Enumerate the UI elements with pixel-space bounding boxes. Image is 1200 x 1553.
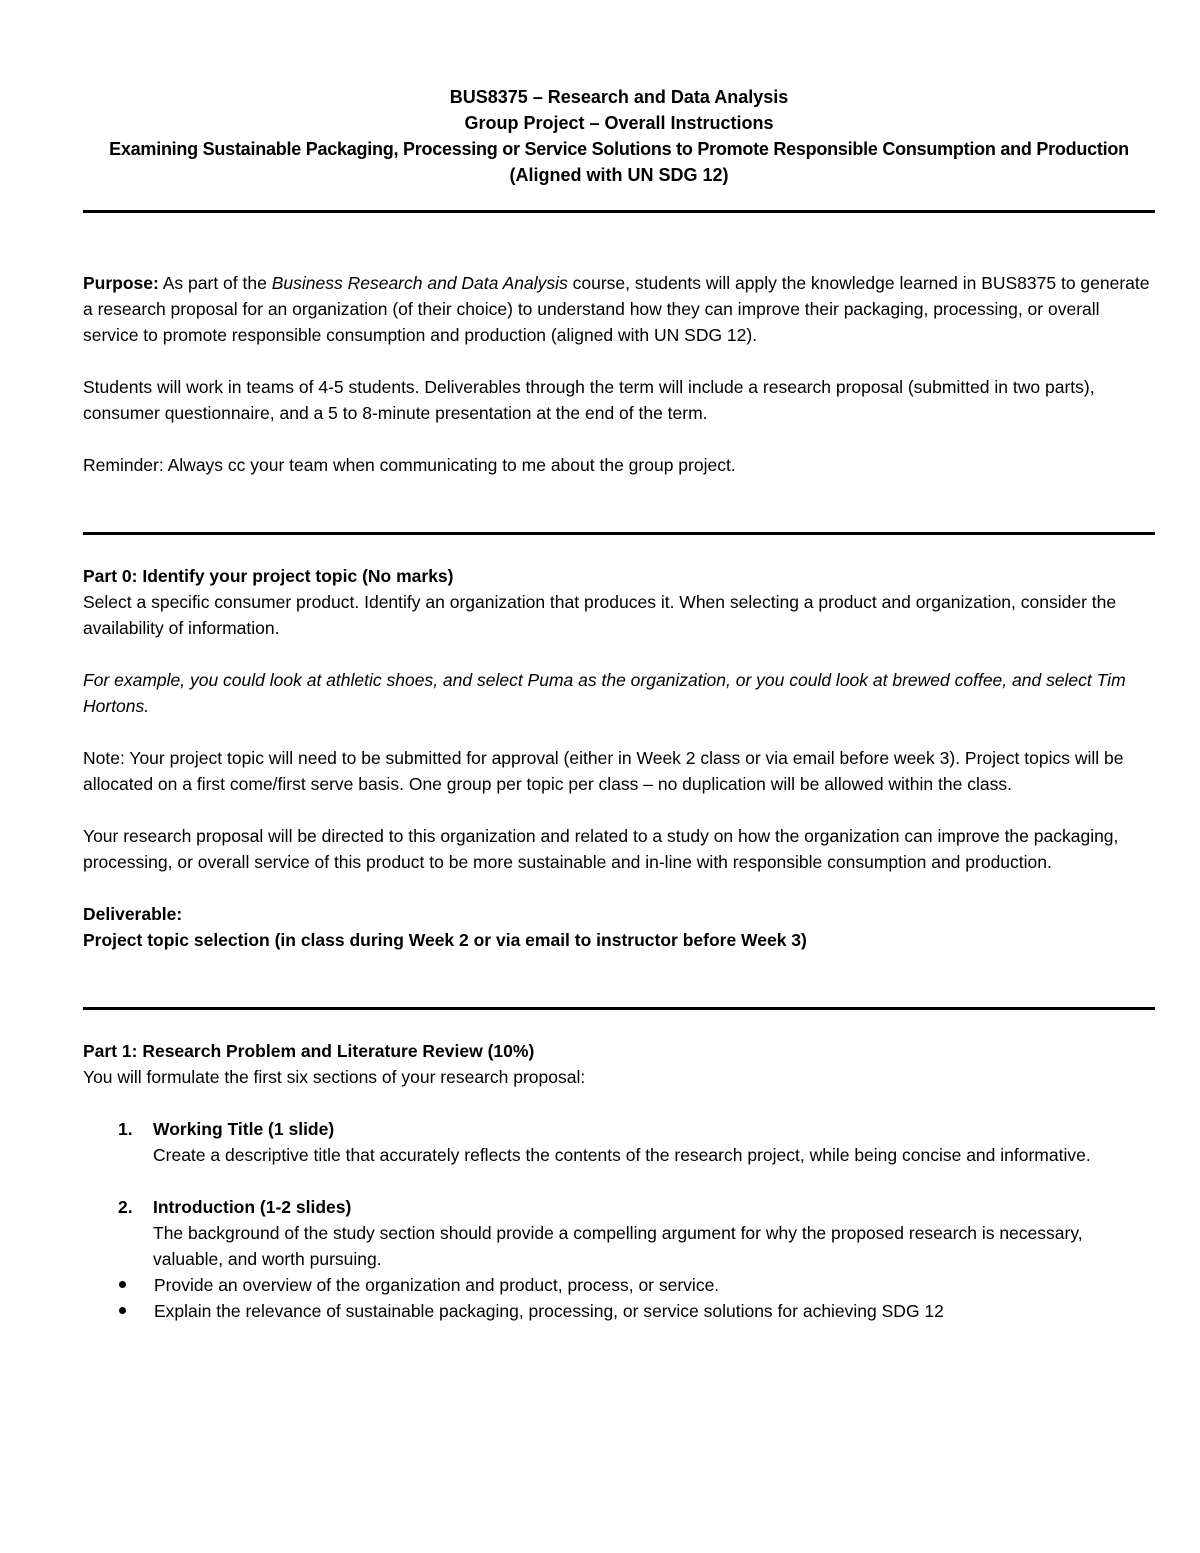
bullet-dot xyxy=(119,1307,126,1314)
course-name: Business Research and Data Analysis xyxy=(271,273,568,293)
item-number: 1. xyxy=(118,1119,133,1139)
part0-title: Part 0: Identify your project topic (No marks) xyxy=(83,566,454,586)
part0-section xyxy=(83,563,1155,953)
course-title: BUS8375 – Research and Data Analysis xyxy=(449,87,789,107)
part0-example: For example, you could look at athletic shoes, and select Puma as the organization, or you could look at brewed coffee, and select Tim Hortons. xyxy=(83,670,1126,716)
deliverable-text: Project topic selection (in class during Week 2 or via email to instructor before Week 3) xyxy=(83,930,807,950)
part1-section xyxy=(83,1038,1155,1324)
part0-note: Note: Your project topic will need to be submitted for approval (either in Week 2 class or via email before week 3). Project topics will be allocated on a first come/first serve basis. One group per topic per class – no duplication will be allowed within the class. xyxy=(83,748,1124,794)
list-item xyxy=(83,1116,1155,1168)
purpose-text-b: course, students will apply the knowledge learned in BUS8375 to generate a research proposal for an organization (of their choice) to understand how they can improve their packaging, processing, or overall service to promote responsible consumption and production (aligned with UN SDG 12). xyxy=(83,273,1150,345)
item-text: The background of the study section should provide a compelling argument for why the proposed research is necessary, valuable, and worth pursuing. xyxy=(153,1223,1083,1269)
divider-3 xyxy=(83,1007,1155,1010)
purpose-text-a: As part of the xyxy=(158,273,272,293)
purpose-label: Purpose: xyxy=(83,273,159,293)
bullet-text: Explain the relevance of sustainable packaging, processing, or service solutions for achieving SDG 12 xyxy=(154,1301,944,1321)
divider-1 xyxy=(83,210,1155,213)
project-title: Group Project – Overall Instructions xyxy=(464,113,774,133)
bullet-item xyxy=(83,1298,1155,1324)
project-subtitle: Examining Sustainable Packaging, Processing or Service Solutions to Promote Responsible Consumption and Production xyxy=(109,139,1129,159)
item-number: 2. xyxy=(118,1197,133,1217)
purpose-section xyxy=(83,270,1155,478)
teams-paragraph: Students will work in teams of 4-5 students. Deliverables through the term will include a research proposal (submitted in two parts), consumer questionnaire, and a 5 to 8-minute presentation at the end of the term. xyxy=(83,377,1095,423)
part0-direction: Your research proposal will be directed to this organization and related to a study on how the organization can improve the packaging, processing, or overall service of this product to be more sustainable and in-line with responsible consumption and production. xyxy=(83,826,1119,872)
divider-2 xyxy=(83,532,1155,535)
item-title: Introduction (1-2 slides) xyxy=(153,1197,352,1217)
purpose-paragraph xyxy=(83,270,1155,348)
item-title: Working Title (1 slide) xyxy=(153,1119,335,1139)
bullet-text: Provide an overview of the organization and product, process, or service. xyxy=(154,1275,720,1295)
list-item xyxy=(83,1194,1155,1272)
introduction-bullets xyxy=(83,1272,1155,1324)
proposal-sections-list xyxy=(83,1116,1155,1272)
document-page xyxy=(83,84,1155,1324)
sdg-alignment: (Aligned with UN SDG 12) xyxy=(509,165,729,185)
part1-intro: You will formulate the first six sections of your research proposal: xyxy=(83,1067,586,1087)
item-text: Create a descriptive title that accurately reflects the contents of the research project, while being concise and informative. xyxy=(153,1145,1091,1165)
reminder-paragraph: Reminder: Always cc your team when communicating to me about the group project. xyxy=(83,455,736,475)
bullet-dot xyxy=(119,1281,126,1288)
part1-title: Part 1: Research Problem and Literature Review (10%) xyxy=(83,1041,535,1061)
document-header xyxy=(83,84,1155,188)
bullet-item xyxy=(83,1272,1155,1298)
deliverable-label: Deliverable: xyxy=(83,904,183,924)
part0-intro: Select a specific consumer product. Identify an organization that produces it. When selecting a product and organization, consider the availability of information. xyxy=(83,592,1117,638)
